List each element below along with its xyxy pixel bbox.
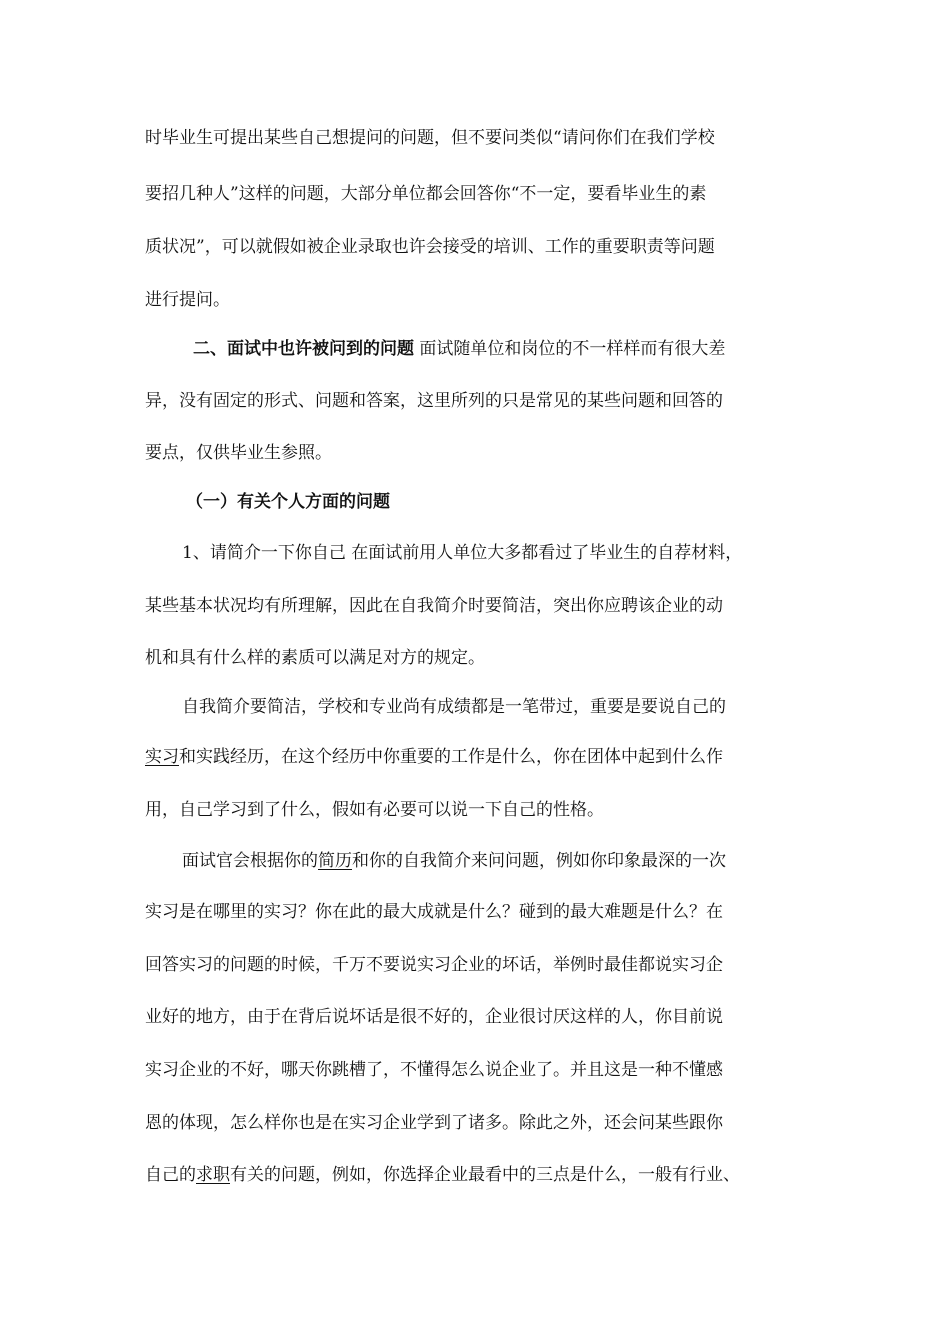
job-search-link[interactable]: 求职 — [196, 1165, 230, 1185]
internship-link[interactable]: 实习 — [145, 747, 179, 767]
paragraph-line: 要点，仅供毕业生参照。 — [145, 443, 332, 463]
paragraph-line: 质状况”，可以就假如被企业录取也许会接受的培训、工作的重要职责等问题 — [145, 237, 715, 257]
paragraph-line: 恩的体现，怎么样你也是在实习企业学到了诸多。除此之外，还会问某些跟你 — [145, 1113, 723, 1133]
paragraph-text: 面试官会根据你的 — [182, 851, 318, 871]
resume-link[interactable]: 简历 — [318, 851, 352, 871]
section-heading-line — [193, 337, 853, 361]
paragraph-line — [145, 1163, 805, 1187]
paragraph-line — [145, 745, 805, 769]
paragraph-line: 实习企业的不好，哪天你跳槽了，不懂得怎么说企业了。并且这是一种不懂感 — [145, 1060, 723, 1080]
paragraph-line: 某些基本状况均有所理解，因此在自我简介时要简洁，突出你应聘该企业的动 — [145, 596, 723, 616]
paragraph-text: 和你的自我简介来问问题，例如你印象最深的一次 — [352, 851, 726, 871]
paragraph-line: 异，没有固定的形式、问题和答案，这里所列的只是常见的某些问题和回答的 — [145, 391, 723, 411]
paragraph-text: 自己的 — [145, 1165, 196, 1185]
paragraph-line: 用，自己学习到了什么，假如有必要可以说一下自己的性格。 — [145, 800, 604, 820]
paragraph-text: 面试随单位和岗位的不一样样而有很大差 — [414, 339, 726, 359]
paragraph-line: 回答实习的问题的时候，千万不要说实习企业的坏话，举例时最佳都说实习企 — [145, 955, 723, 975]
paragraph-line: 进行提问。 — [145, 290, 230, 310]
paragraph-line: 1、请简介一下你自己 在面试前用人单位大多都看过了毕业生的自荐材料， — [182, 543, 743, 563]
paragraph-text: 有关的问题，例如，你选择企业最看中的三点是什么，一般有行业、 — [230, 1165, 740, 1185]
subsection-heading: （一）有关个人方面的问题 — [186, 492, 390, 512]
paragraph-line: 时毕业生可提出某些自己想提问的问题，但不要问类似“请问你们在我们学校 — [145, 128, 715, 148]
paragraph-line — [182, 849, 842, 873]
paragraph-line: 自我简介要简洁，学校和专业尚有成绩都是一笔带过，重要是要说自己的 — [182, 697, 726, 717]
paragraph-text: 和实践经历，在这个经历中你重要的工作是什么，你在团体中起到什么作 — [179, 747, 723, 767]
paragraph-line: 机和具有什么样的素质可以满足对方的规定。 — [145, 648, 485, 668]
paragraph-line: 业好的地方，由于在背后说坏话是很不好的，企业很讨厌这样的人，你目前说 — [145, 1007, 723, 1027]
paragraph-line: 实习是在哪里的实习？你在此的最大成就是什么？碰到的最大难题是什么？在 — [145, 902, 723, 922]
paragraph-line: 要招几种人”这样的问题，大部分单位都会回答你“不一定，要看毕业生的素 — [145, 184, 707, 204]
section-heading: 二、面试中也许被问到的问题 — [193, 339, 414, 359]
